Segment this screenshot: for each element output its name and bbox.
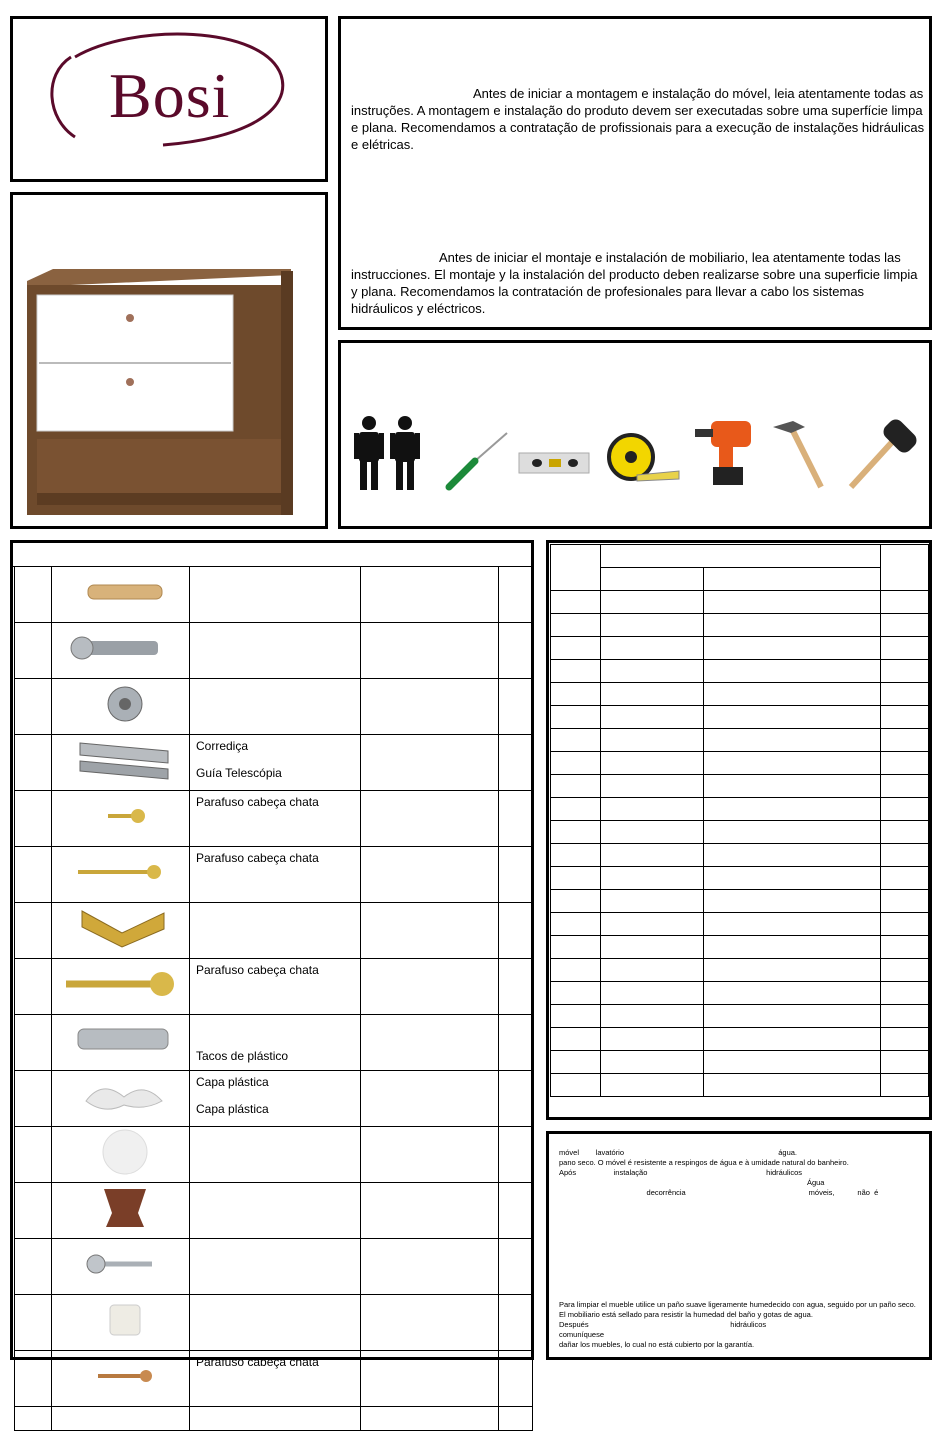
pieces-cell: [601, 913, 704, 936]
pieces-cell: [551, 591, 601, 614]
parts-row: [15, 1407, 533, 1431]
pieces-cell: [601, 1051, 704, 1074]
part-quantity-cell: [499, 791, 533, 847]
part-quantity-cell: [499, 679, 533, 735]
part-image-cell: [52, 959, 190, 1015]
part-description-cell: [190, 1127, 361, 1183]
part-description-cell: [190, 679, 361, 735]
part-image-cell: [52, 1071, 190, 1127]
pieces-cell: [601, 752, 704, 775]
pieces-cell: [601, 936, 704, 959]
part-spec-cell: [361, 623, 499, 679]
pieces-cell: [601, 1074, 704, 1097]
nylon-sleeve-icon: [52, 1295, 189, 1345]
pieces-cell: [881, 729, 929, 752]
pieces-cell: [881, 683, 929, 706]
care-line: Para limpiar el mueble utilice un paño suave ligeramente humedecido con agua, seguido por un paño seco.: [559, 1300, 916, 1309]
pieces-cell: [601, 683, 704, 706]
pieces-cell: [881, 867, 929, 890]
part-quantity-cell: [499, 1295, 533, 1351]
pieces-cell: [601, 890, 704, 913]
part-quantity-cell: [499, 1183, 533, 1239]
part-image-cell: [52, 1239, 190, 1295]
part-description-cell: [190, 1071, 361, 1127]
pieces-row: [551, 660, 929, 683]
pieces-cell: [601, 959, 704, 982]
drawer-slide-icon: [52, 735, 189, 785]
part-quantity-cell: [499, 567, 533, 623]
part-number-cell: [15, 1183, 52, 1239]
part-description-cell: [190, 847, 361, 903]
part-number-cell: [15, 735, 52, 791]
pieces-cell: [704, 936, 881, 959]
two-people-icon: [353, 415, 423, 491]
part-quantity-cell: [499, 1407, 533, 1431]
part-image-cell: [52, 1351, 190, 1407]
pieces-cell: [551, 1028, 601, 1051]
pieces-cell: [704, 729, 881, 752]
pieces-cell: [551, 752, 601, 775]
part-image-cell: [52, 903, 190, 959]
pieces-cell: [881, 936, 929, 959]
care-portuguese: [559, 1148, 878, 1198]
part-quantity-cell: [499, 735, 533, 791]
pieces-cell: [551, 614, 601, 637]
pieces-cell: [551, 660, 601, 683]
cover-disc-icon: [52, 1127, 189, 1177]
pieces-cell: [704, 706, 881, 729]
part-number-cell: [15, 1071, 52, 1127]
part-spec-cell: [361, 959, 499, 1015]
parts-row: [15, 1183, 533, 1239]
part-description-cell: [190, 1015, 361, 1071]
drill-icon: [689, 413, 759, 489]
pieces-cell: [551, 1005, 601, 1028]
pieces-cell: [601, 660, 704, 683]
pieces-cell: [551, 775, 601, 798]
pieces-row: [551, 729, 929, 752]
wood-screw-icon: [52, 959, 189, 1009]
plastic-cap-icon: [52, 1071, 189, 1121]
wood-dowel-icon: [52, 567, 189, 617]
pieces-row: [551, 844, 929, 867]
pieces-cell: [704, 1074, 881, 1097]
screwdriver-icon: [445, 431, 509, 491]
pieces-cell: [881, 913, 929, 936]
pieces-cell: [704, 752, 881, 775]
part-number-cell: [15, 1407, 52, 1431]
pieces-row: [551, 1074, 929, 1097]
pieces-cell: [551, 890, 601, 913]
tape-measure-icon: [607, 431, 681, 487]
pieces-cell: [601, 591, 704, 614]
tools-panel: [338, 340, 932, 529]
pieces-cell: [704, 982, 881, 1005]
parts-row: [15, 1015, 533, 1071]
care-line: decorrência móveis, não é: [559, 1188, 879, 1197]
pieces-cell: [704, 959, 881, 982]
pieces-cell: [881, 798, 929, 821]
part-label: Guía Telescópia: [196, 766, 282, 780]
part-number-cell: [15, 847, 52, 903]
brand-name: Bosi: [109, 60, 231, 131]
part-quantity-cell: [499, 847, 533, 903]
pieces-cell: [704, 844, 881, 867]
pieces-cell: [551, 798, 601, 821]
part-image-cell: [52, 1015, 190, 1071]
pieces-cell: [704, 913, 881, 936]
pieces-row: [551, 936, 929, 959]
part-description-cell: [190, 791, 361, 847]
care-line: Após instalação hidráulicos: [559, 1168, 802, 1177]
part-label: Parafuso cabeça chata: [196, 963, 319, 977]
pieces-cell: [551, 867, 601, 890]
part-spec-cell: [361, 847, 499, 903]
pieces-cell: [881, 660, 929, 683]
pieces-cell: [551, 1074, 601, 1097]
rubber-mallet-icon: [845, 417, 925, 493]
part-number-cell: [15, 791, 52, 847]
part-number-cell: [15, 679, 52, 735]
part-spec-cell: [361, 567, 499, 623]
pieces-cell: [881, 1005, 929, 1028]
pieces-row: [551, 1051, 929, 1074]
parts-row: [15, 847, 533, 903]
part-description-cell: [190, 623, 361, 679]
pieces-cell: [551, 683, 601, 706]
care-line: pano seco. O móvel é resistente a respingos de água e à umidade natural do banheiro.: [559, 1158, 849, 1167]
part-label: Capa plástica: [196, 1075, 269, 1089]
pieces-table: [550, 544, 929, 1097]
pieces-row: [551, 867, 929, 890]
parts-table: [14, 566, 533, 1431]
part-image-cell: [52, 679, 190, 735]
pieces-cell: [881, 821, 929, 844]
pieces-row: [551, 775, 929, 798]
pieces-cell: [704, 660, 881, 683]
part-spec-cell: [361, 903, 499, 959]
care-line: móvel lavatório água.: [559, 1148, 797, 1157]
part-image-cell: [52, 1407, 190, 1431]
cam-lock-icon: [52, 679, 189, 729]
care-line: comuníquese: [559, 1330, 605, 1339]
pieces-cell: [601, 614, 704, 637]
part-label: Parafuso cabeça chata: [196, 1355, 319, 1369]
pieces-row: [551, 890, 929, 913]
part-quantity-cell: [499, 1015, 533, 1071]
pieces-cell: [704, 821, 881, 844]
pieces-row: [551, 637, 929, 660]
part-description-cell: [190, 1351, 361, 1407]
pieces-cell: [704, 1051, 881, 1074]
pieces-cell: [704, 637, 881, 660]
part-image-cell: [52, 567, 190, 623]
parts-row: [15, 959, 533, 1015]
wood-knob-icon: [52, 1183, 189, 1233]
intro-spanish: Antes de iniciar el montaje e instalación de mobiliario, lea atentamente todas las instrucciones. El montaje y la instalación del producto deben realizarse sobre una superficie limpia y plana. Recomendamos la contratación de profesionales para llevar a cabo los sistemas hidráulicos y eléctricos.: [351, 250, 918, 316]
part-image-cell: [52, 1127, 190, 1183]
pieces-row: [551, 683, 929, 706]
long-screw-icon: [52, 847, 189, 897]
part-spec-cell: [361, 679, 499, 735]
part-spec-cell: [361, 735, 499, 791]
pieces-row: [551, 913, 929, 936]
pieces-cell: [551, 936, 601, 959]
pieces-header-cell: [601, 545, 881, 568]
short-screw-icon: [52, 791, 189, 841]
level-icon: [517, 449, 591, 479]
pieces-row: [551, 1028, 929, 1051]
pieces-cell: [601, 867, 704, 890]
pieces-header-row: [551, 568, 929, 591]
pieces-row: [551, 821, 929, 844]
pieces-cell: [601, 821, 704, 844]
parts-row: [15, 1071, 533, 1127]
machine-screw-icon: [52, 1239, 189, 1289]
part-image-cell: [52, 791, 190, 847]
pieces-row: [551, 614, 929, 637]
part-label: Tacos de plástico: [196, 1049, 289, 1063]
part-description-cell: [190, 959, 361, 1015]
part-description-cell: [190, 735, 361, 791]
pieces-cell: [601, 1005, 704, 1028]
part-spec-cell: [361, 1295, 499, 1351]
pieces-cell: [704, 683, 881, 706]
pieces-row: [551, 959, 929, 982]
pieces-header-cell: [551, 545, 601, 591]
part-number-cell: [15, 903, 52, 959]
product-panel: [10, 192, 328, 529]
part-spec-cell: [361, 1127, 499, 1183]
pieces-cell: [601, 775, 704, 798]
part-spec-cell: [361, 1351, 499, 1407]
pieces-cell: [881, 844, 929, 867]
part-label: Parafuso cabeça chata: [196, 795, 319, 809]
part-spec-cell: [361, 1239, 499, 1295]
part-image-cell: [52, 1183, 190, 1239]
part-number-cell: [15, 959, 52, 1015]
pieces-cell: [881, 959, 929, 982]
pieces-cell: [601, 637, 704, 660]
care-line: Água: [559, 1178, 825, 1187]
pieces-cell: [551, 982, 601, 1005]
wall-plug-icon: [52, 1015, 189, 1065]
part-quantity-cell: [499, 623, 533, 679]
part-spec-cell: [361, 1407, 499, 1431]
pieces-row: [551, 798, 929, 821]
pieces-cell: [881, 637, 929, 660]
pieces-cell: [704, 591, 881, 614]
pieces-cell: [881, 614, 929, 637]
pieces-row: [551, 982, 929, 1005]
part-image-cell: [52, 623, 190, 679]
pieces-row: [551, 591, 929, 614]
part-description-cell: [190, 567, 361, 623]
parts-row: [15, 567, 533, 623]
pieces-cell: [881, 1074, 929, 1097]
care-line: El mobiliario está sellado para resistir la humedad del baño y gotas de agua.: [559, 1310, 813, 1319]
pieces-cell: [704, 798, 881, 821]
pieces-cell: [551, 913, 601, 936]
small-screw-icon: [52, 1351, 189, 1401]
pieces-cell: [881, 706, 929, 729]
pieces-cell: [601, 844, 704, 867]
part-description-cell: [190, 1239, 361, 1295]
part-number-cell: [15, 567, 52, 623]
pieces-cell: [881, 775, 929, 798]
part-number-cell: [15, 1295, 52, 1351]
pieces-cell: [704, 775, 881, 798]
pieces-cell: [881, 591, 929, 614]
parts-row: [15, 623, 533, 679]
part-description-cell: [190, 903, 361, 959]
pieces-header-cell: [704, 568, 881, 591]
pieces-cell: [704, 1028, 881, 1051]
pieces-cell: [704, 890, 881, 913]
pieces-cell: [601, 729, 704, 752]
pieces-header-cell: [601, 568, 704, 591]
part-description-cell: [190, 1183, 361, 1239]
part-quantity-cell: [499, 903, 533, 959]
pieces-cell: [881, 982, 929, 1005]
intro-portuguese: Antes de iniciar a montagem e instalação do móvel, leia atentamente todas as instruções. A montagem e instalação do produto devem ser executadas sobre uma superfície limpa e plana. Recomendamos a contratação de profissionais para a execução de instalações hidráulicas e elétricas.: [351, 86, 925, 152]
parts-row: [15, 791, 533, 847]
part-image-cell: [52, 1295, 190, 1351]
part-label: Parafuso cabeça chata: [196, 851, 319, 865]
part-spec-cell: [361, 1071, 499, 1127]
part-quantity-cell: [499, 959, 533, 1015]
pieces-cell: [551, 729, 601, 752]
care-line: Después hidráulicos: [559, 1320, 767, 1329]
part-spec-cell: [361, 1183, 499, 1239]
pieces-row: [551, 706, 929, 729]
claw-hammer-icon: [771, 417, 827, 491]
part-number-cell: [15, 1015, 52, 1071]
part-label: Capa plástica: [196, 1102, 269, 1116]
part-image-cell: [52, 735, 190, 791]
pieces-cell: [551, 637, 601, 660]
angle-bracket-icon: [52, 903, 189, 953]
pieces-cell: [551, 706, 601, 729]
pieces-header-cell: [881, 545, 929, 591]
parts-row: [15, 679, 533, 735]
part-quantity-cell: [499, 1351, 533, 1407]
care-spanish: [559, 1300, 916, 1350]
part-quantity-cell: [499, 1127, 533, 1183]
instructions-panel: [338, 16, 932, 330]
part-quantity-cell: [499, 1239, 533, 1295]
part-number-cell: [15, 623, 52, 679]
pieces-cell: [551, 959, 601, 982]
pieces-cell: [704, 1005, 881, 1028]
logo-panel: [10, 16, 328, 182]
parts-row: [15, 735, 533, 791]
pieces-cell: [551, 844, 601, 867]
part-image-cell: [52, 847, 190, 903]
parts-row: [15, 1295, 533, 1351]
pieces-cell: [601, 798, 704, 821]
pieces-row: [551, 1005, 929, 1028]
parts-row: [15, 1127, 533, 1183]
part-label: Corrediça: [196, 739, 249, 753]
part-spec-cell: [361, 791, 499, 847]
pieces-cell: [881, 1051, 929, 1074]
pieces-cell: [881, 1028, 929, 1051]
connecting-bolt-icon: [52, 623, 189, 673]
part-number-cell: [15, 1127, 52, 1183]
pieces-cell: [601, 1028, 704, 1051]
parts-row: [15, 1239, 533, 1295]
part-number-cell: [15, 1239, 52, 1295]
part-quantity-cell: [499, 1071, 533, 1127]
part-number-cell: [15, 1351, 52, 1407]
pieces-cell: [881, 752, 929, 775]
part-spec-cell: [361, 1015, 499, 1071]
part-description-cell: [190, 1407, 361, 1431]
pieces-row: [551, 752, 929, 775]
part-description-cell: [190, 1295, 361, 1351]
pieces-cell: [551, 821, 601, 844]
pieces-cell: [881, 890, 929, 913]
parts-row: [15, 903, 533, 959]
nightstand-image: [13, 195, 325, 526]
parts-row: [15, 1351, 533, 1407]
care-panel: [546, 1131, 932, 1360]
pieces-cell: [551, 1051, 601, 1074]
pieces-cell: [601, 982, 704, 1005]
care-line: dañar los muebles, lo cual no está cubierto por la garantía.: [559, 1340, 755, 1349]
pieces-cell: [704, 867, 881, 890]
pieces-cell: [704, 614, 881, 637]
pieces-header-row: [551, 545, 929, 568]
pieces-cell: [601, 706, 704, 729]
